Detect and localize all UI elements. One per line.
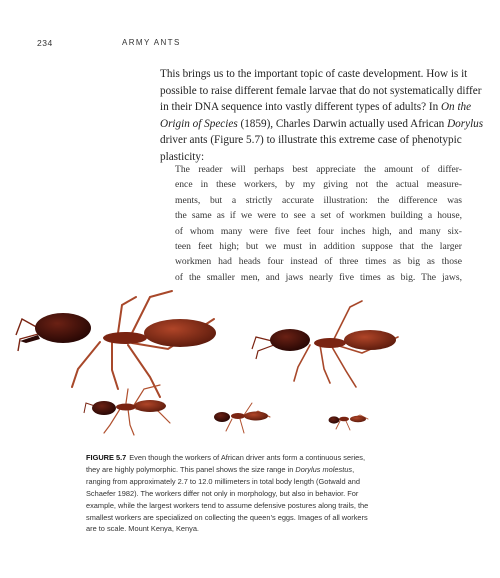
- ant-smallest-worker: [329, 415, 369, 430]
- body-line: possible to raise different female larvae that do not systematically differ: [160, 84, 482, 97]
- ant-minor-worker: [214, 403, 270, 433]
- caption-line: smallest workers are specialized on collecting the queen’s eggs. Images of all workers: [86, 512, 368, 522]
- figure-label: FIGURE 5.7: [86, 453, 127, 462]
- caption-line: example, while the largest workers tend to assume defensive postures along trails, the: [86, 500, 369, 510]
- caption-line: Schaefer 1982). The workers differ not only in morphology, but also in behavior. For: [86, 488, 359, 498]
- italic-species-genus: Dorylus: [295, 464, 321, 474]
- quote-line: workmen had heads four instead of three times as big as those: [175, 256, 462, 268]
- italic-genus: Dorylus: [447, 117, 484, 130]
- ant-medium-worker: [252, 301, 398, 387]
- caption-line: they are highly polymorphic. This panel shows the size range in Dorylus molestus,: [86, 464, 355, 474]
- quote-line: the same as if we were to see a set of workmen building a house,: [175, 210, 462, 222]
- body-line: plasticity:: [160, 150, 205, 163]
- quote-line: teen feet high; but we must in addition suppose that the larger: [175, 241, 462, 253]
- italic-on-the: On the: [440, 101, 472, 114]
- italic-book-title: Origin of Species: [160, 117, 238, 130]
- body-line: driver ants (Figure 5.7) to illustrate this extreme case of phenotypic: [160, 134, 462, 147]
- body-line: This brings us to the important topic of caste development. How is it: [160, 68, 468, 80]
- quote-line: ments, but a strictly accurate illustration: the difference was: [175, 194, 462, 206]
- figure-caption: [86, 452, 466, 535]
- body-line: Origin of Species (1859), Charles Darwin actually used African Dorylus: [160, 117, 484, 130]
- quote-line: ence in these workers, by my giving not the actual measure-: [175, 179, 462, 191]
- body-line: in their DNA sequence into vastly different types of adults? In On the: [160, 101, 472, 114]
- caption-line: ranging from approximately 2.7 to 12.0 millimeters in total body length (Gotwald and: [86, 476, 361, 486]
- quote-line: of whom many were five feet four inches high, and many six-: [175, 225, 462, 237]
- running-head: [0, 38, 500, 52]
- ant-figure-photo: [0, 285, 500, 445]
- body-paragraph: [160, 66, 484, 166]
- italic-species-name: molestus: [322, 464, 353, 474]
- caption-line: FIGURE 5.7 Even though the workers of African driver ants form a continuous series,: [86, 453, 366, 462]
- caption-line: are to scale. Mount Kenya, Kenya.: [86, 524, 199, 534]
- block-quote: [175, 162, 462, 285]
- running-title: ARMY ANTS: [122, 38, 181, 47]
- quote-line: of the smaller men, and jaws nearly five times as big. The jaws,: [175, 271, 462, 283]
- ant-large-worker: [16, 291, 216, 397]
- page-number: 234: [37, 38, 53, 48]
- quote-line: The reader will perhaps best appreciate the amount of differ-: [175, 164, 462, 175]
